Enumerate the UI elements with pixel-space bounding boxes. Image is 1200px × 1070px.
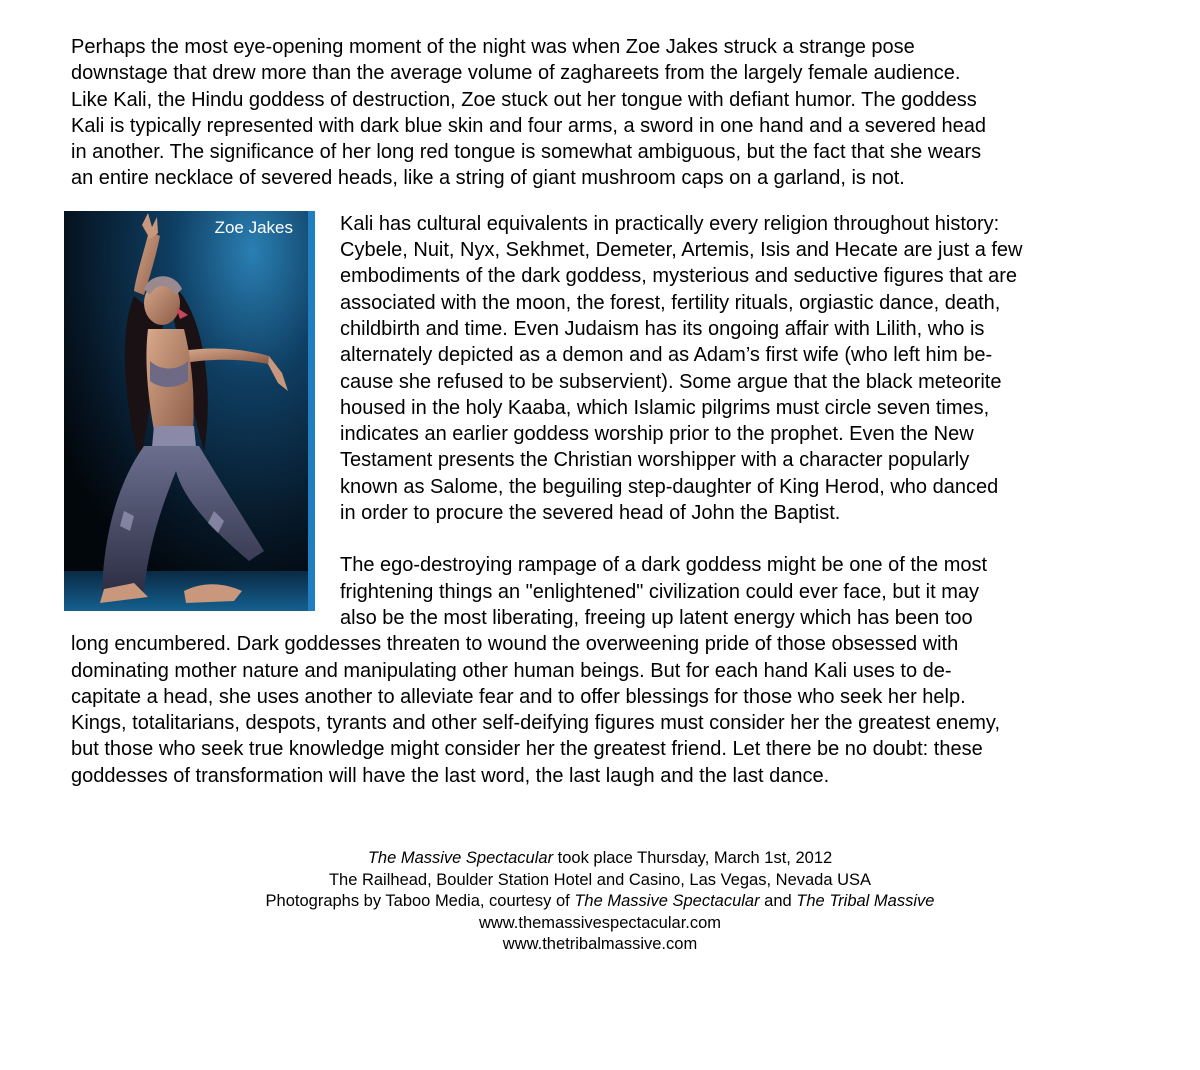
text-line: frightening things an "enlightened" civilization could ever face, but it may (340, 580, 980, 603)
event-credits (0, 848, 1200, 956)
article-body (71, 34, 1131, 789)
credits-line-event (0, 848, 1200, 870)
text-line: in another. The significance of her long red tongue is somewhat ambiguous, but the fact that she wears (71, 141, 982, 164)
text-line: Cybele, Nuit, Nyx, Sekhmet, Demeter, Artemis, Isis and Hecate are just a few (340, 239, 1023, 262)
troupe-title: The Tribal Massive (796, 892, 935, 910)
event-date: took place Thursday, March 1st, 2012 (553, 849, 833, 867)
credits-line-photographs (0, 891, 1200, 913)
text-line: Like Kali, the Hindu goddess of destruction, Zoe stuck out her tongue with defiant humor. The goddess (71, 88, 977, 111)
text-line: Kings, totalitarians, despots, tyrants and other self-deifying figures must consider her the greatest enemy, (71, 712, 1000, 735)
text-line: associated with the moon, the forest, fertility rituals, orgiastic dance, death, (340, 291, 1001, 314)
credits-line-venue: The Railhead, Boulder Station Hotel and Casino, Las Vegas, Nevada USA (328, 870, 872, 889)
text-line: an entire necklace of severed heads, like a string of giant mushroom caps on a garland, is not. (71, 167, 905, 190)
dancer-photo (64, 211, 315, 611)
conjunction-text: and (759, 892, 797, 910)
text-line: goddesses of transformation will have the last word, the last laugh and the last dance. (71, 764, 830, 787)
show-title: The Massive Spectacular (367, 849, 554, 867)
text-line: cause she refused to be subservient). Some argue that the black meteorite (340, 370, 1002, 393)
text-line: childbirth and time. Even Judaism has its ongoing affair with Lilith, who is (340, 317, 985, 340)
text-line: also be the most liberating, freeing up latent energy which has been too (340, 606, 973, 629)
photo-caption: Zoe Jakes (214, 217, 293, 237)
text-line: known as Salome, the beguiling step-daughter of King Herod, who danced (340, 475, 999, 498)
text-line: alternately depicted as a demon and as Adam’s first wife (who left him be- (340, 344, 993, 367)
photo-credit-text: Photographs by Taboo Media, courtesy of (265, 892, 575, 910)
dancer-image (64, 211, 315, 611)
text-line: Testament presents the Christian worshipper with a character popularly (340, 449, 970, 472)
text-line: housed in the holy Kaaba, which Islamic pilgrims must circle seven times, (340, 396, 990, 419)
text-line: long encumbered. Dark goddesses threaten to wound the overweening pride of those obsessed with (71, 633, 959, 656)
text-line: The ego-destroying rampage of a dark goddess might be one of the most (340, 554, 988, 577)
text-line: indicates an earlier goddess worship prior to the prophet. Even the New (340, 423, 974, 446)
text-line: in order to procure the severed head of John the Baptist. (340, 502, 841, 525)
website-link-tribal-massive[interactable]: www.thetribalmassive.com (502, 935, 698, 953)
text-line: capitate a head, she uses another to alleviate fear and to offer blessings for those who seek her help. (71, 685, 966, 708)
paragraph-zoe-pose (71, 34, 1131, 192)
show-title: The Massive Spectacular (574, 892, 760, 910)
website-link-spectacular[interactable]: www.themassivespectacular.com (478, 913, 722, 932)
text-line: Kali is typically represented with dark blue skin and four arms, a sword in one hand and a severed head (71, 114, 986, 137)
text-line: downstage that drew more than the average volume of zaghareets from the largely female audience. (71, 62, 961, 85)
text-line: dominating mother nature and manipulating other human beings. But for each hand Kali uses to de- (71, 659, 952, 682)
text-line: Kali has cultural equivalents in practically every religion throughout history: (340, 212, 1000, 235)
text-line: Perhaps the most eye-opening moment of the night was when Zoe Jakes struck a strange pose (71, 36, 915, 58)
text-line: but those who seek true knowledge might consider her the greatest friend. Let there be no doubt: these (71, 738, 983, 761)
text-line: embodiments of the dark goddess, mysterious and seductive figures that are (340, 265, 1018, 288)
